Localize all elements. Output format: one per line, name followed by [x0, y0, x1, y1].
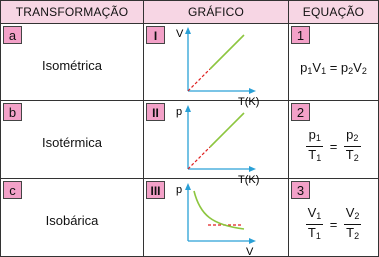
header-transformacao: TRANSFORMAÇÃO	[1, 1, 144, 24]
roman-tag: III	[146, 181, 165, 199]
x-axis-label: T(K)	[238, 173, 260, 186]
y-axis-arrow-icon	[185, 27, 191, 34]
header-grafico: GRÁFICO	[144, 1, 289, 24]
letter-tag: b	[3, 103, 22, 121]
transformation-name: Isométrica	[42, 57, 102, 73]
transformation-cell-a	[1, 24, 144, 101]
x-axis-arrow-icon	[249, 238, 256, 244]
equation-cell-1	[289, 24, 379, 101]
extrapolation-dash	[188, 147, 210, 169]
graph-cell-III	[144, 179, 289, 257]
table-row	[1, 179, 379, 257]
graph-cell-II	[144, 101, 289, 186]
graph-cell-I	[144, 24, 289, 108]
graph-II	[166, 103, 266, 186]
y-axis-label: V	[176, 28, 184, 40]
number-tag: 2	[291, 103, 310, 121]
roman-tag: II	[146, 103, 165, 121]
x-axis-arrow-icon	[249, 166, 256, 172]
curve	[210, 113, 244, 147]
equation-3: $\frac{V_1}{T_1}$ = $\frac{V_2}{T_2}$	[289, 191, 378, 244]
equation-cell-2	[289, 101, 379, 179]
curve	[210, 35, 244, 69]
equation-1: $p_1V_1 = p_2V_2$	[300, 60, 367, 76]
graph-III	[166, 181, 266, 255]
curve	[194, 191, 244, 229]
transformation-name: Isobárica	[45, 213, 99, 228]
x-axis-label: T(K)	[238, 96, 260, 108]
table-row	[1, 24, 379, 101]
transformation-cell-c	[1, 179, 144, 257]
header-row	[1, 1, 379, 24]
transformation-cell-b	[1, 101, 144, 179]
roman-tag: I	[146, 26, 165, 44]
number-tag: 3	[291, 181, 310, 199]
equation-2: $\frac{p_1}{T_1}$ = $\frac{p_2}{T_2}$	[289, 113, 378, 166]
header-equacao: EQUAÇÃO	[289, 1, 379, 24]
extrapolation-dash	[188, 69, 210, 91]
x-axis-label: V	[246, 245, 254, 257]
y-axis-label: p	[176, 183, 183, 196]
letter-tag: a	[3, 26, 22, 44]
transformation-name: Isotérmica	[42, 135, 102, 150]
x-axis-arrow-icon	[249, 88, 256, 94]
number-tag: 1	[291, 26, 310, 44]
graph-I	[166, 25, 266, 108]
y-axis-label: p	[176, 105, 183, 118]
letter-tag: c	[3, 181, 22, 199]
table-row	[1, 101, 379, 179]
y-axis-arrow-icon	[185, 105, 191, 112]
equation-cell-3	[289, 179, 379, 257]
y-axis-arrow-icon	[185, 183, 191, 190]
